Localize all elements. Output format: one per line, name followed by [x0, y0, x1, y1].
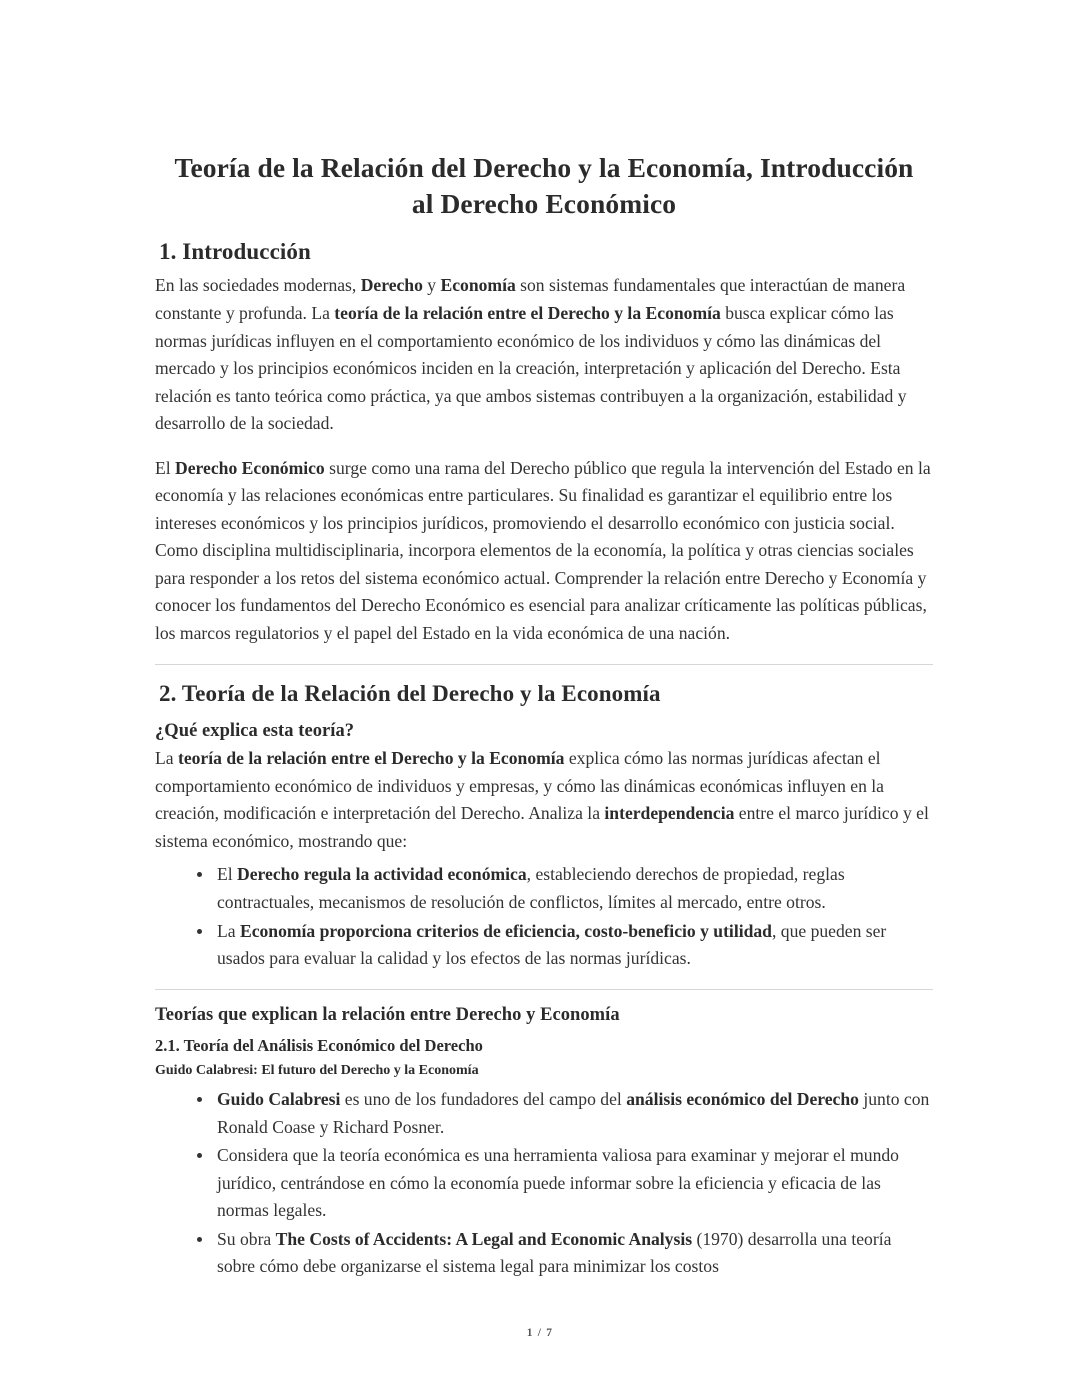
text-run: Su obra: [217, 1228, 276, 1249]
emphasis-derecho-economico: Derecho Económico: [175, 457, 325, 478]
text-run: Considera que la teoría económica es una herramienta valiosa para examinar y mejorar el mundo jurídico, centrándose en cómo la economía puede informar sobre la eficiencia y eficacia de las normas legales.: [217, 1145, 899, 1221]
text-run: El: [217, 864, 238, 885]
text-run: , que pueden ser usados para evaluar la calidad y los efectos de las normas jurídicas.: [217, 920, 887, 969]
page-footer: 1 / 7: [526, 1327, 554, 1339]
paragraph-teoria-1: [155, 745, 933, 855]
subheading-guido-calabresi: Guido Calabresi: El futuro del Derecho y la Economía: [155, 1063, 479, 1079]
text-run: entre el marco jurídico y el sistema económico, mostrando que:: [155, 803, 929, 851]
subheading-analisis-economico: 2.1. Teoría del Análisis Económico del Derecho: [155, 1035, 483, 1055]
text-run: En las sociedades modernas,: [155, 275, 361, 296]
text-run: La: [217, 920, 240, 941]
paragraph-introduccion-2: [155, 455, 933, 648]
emphasis-teoria-relacion-2: teoría de la relación entre el Derecho y la Economía: [177, 748, 565, 769]
text-run: y: [422, 275, 441, 296]
bullet-list-calabresi: [155, 1086, 933, 1281]
list-item: [193, 861, 933, 916]
list-item: [193, 1226, 933, 1281]
text-run: explica cómo las normas jurídicas afectan el comportamiento económico de individuos y empresas, y cómo las dinámicas económicas influyen en la creación, modificación e interpretación del Derecho. Analiza la: [155, 748, 884, 824]
text-run: La: [155, 748, 178, 769]
text-run: son sistemas fundamentales que interactúan de manera constante y profunda. La: [155, 275, 906, 324]
text-run: es uno de los fundadores del campo del: [340, 1089, 627, 1110]
subheading-que-explica: ¿Qué explica esta teoría?: [155, 721, 355, 742]
text-run: surge como una rama del Derecho público que regula la intervención del Estado en la economía y las relaciones económicas entre particulares. Su finalidad es garantizar el equilibrio entre los intereses económicos y los principios jurídicos, promoviendo el desarrollo económico con justicia social. Como disciplina multidisciplinaria, incorpora elementos de la economía, la política y otras ciencias sociales para responder a los retos del sistema económico actual. Comprender la relación entre Derecho y Economía y conocer los fundamentos del Derecho Económico es esencial para analizar críticamente las políticas públicas, los marcos regulatorios y el papel del Estado en la vida económica de una nación.: [155, 457, 931, 643]
section-heading-teoria-relacion: 2. Teoría de la Relación del Derecho y la Economía: [159, 681, 661, 707]
emphasis-economia: Economía: [440, 275, 516, 296]
emphasis-derecho: Derecho: [360, 275, 423, 296]
list-item: [193, 918, 933, 973]
list-item: [193, 1086, 933, 1141]
emphasis-costs-of-accidents: The Costs of Accidents: A Legal and Economic Analysis: [275, 1228, 693, 1249]
document-content: [155, 150, 933, 1287]
page-title: Teoría de la Relación del Derecho y la Economía, Introducción al Derecho Económico: [174, 152, 914, 220]
heading-teorias-que-explican: Teorías que explican la relación entre Derecho y Economía: [155, 1004, 620, 1025]
emphasis-economia-criterios: Economía proporciona criterios de eficiencia, costo-beneficio y utilidad: [239, 920, 772, 941]
emphasis-derecho-regula: Derecho regula la actividad económica: [237, 864, 527, 885]
list-item: [193, 1142, 933, 1225]
text-run: busca explicar cómo las normas jurídicas influyen en el comportamiento económico de los individuos y cómo las dinámicas del mercado y los principios económicos inciden en la creación, interpretación y aplicación del Derecho. Esta relación es tanto teórica como práctica, ya que ambos sistemas contribuyen a la organización, estabilidad y desarrollo de la sociedad.: [155, 303, 907, 434]
text-run: junto con Ronald Coase y Richard Posner.: [217, 1089, 930, 1137]
text-run: El: [155, 457, 176, 478]
text-run: , estableciendo derechos de propiedad, reglas contractuales, mecanismos de resolución de conflictos, límites al mercado, entre otros.: [217, 864, 845, 912]
paragraph-introduccion-1: [155, 272, 933, 437]
emphasis-guido-calabresi: Guido Calabresi: [217, 1089, 341, 1110]
section-divider-2: [155, 989, 933, 990]
emphasis-interdependencia: interdependencia: [604, 803, 735, 824]
bullet-list-teoria: [155, 861, 933, 972]
section-heading-introduccion: 1. Introducción: [159, 238, 311, 264]
section-divider-1: [155, 664, 933, 665]
emphasis-analisis-economico: análisis económico del Derecho: [626, 1089, 859, 1110]
text-run: (1970) desarrolla una teoría sobre cómo debe organizarse el sistema legal para minimizar los costos: [217, 1228, 892, 1277]
emphasis-teoria-relacion: teoría de la relación entre el Derecho y la Economía: [334, 303, 721, 324]
